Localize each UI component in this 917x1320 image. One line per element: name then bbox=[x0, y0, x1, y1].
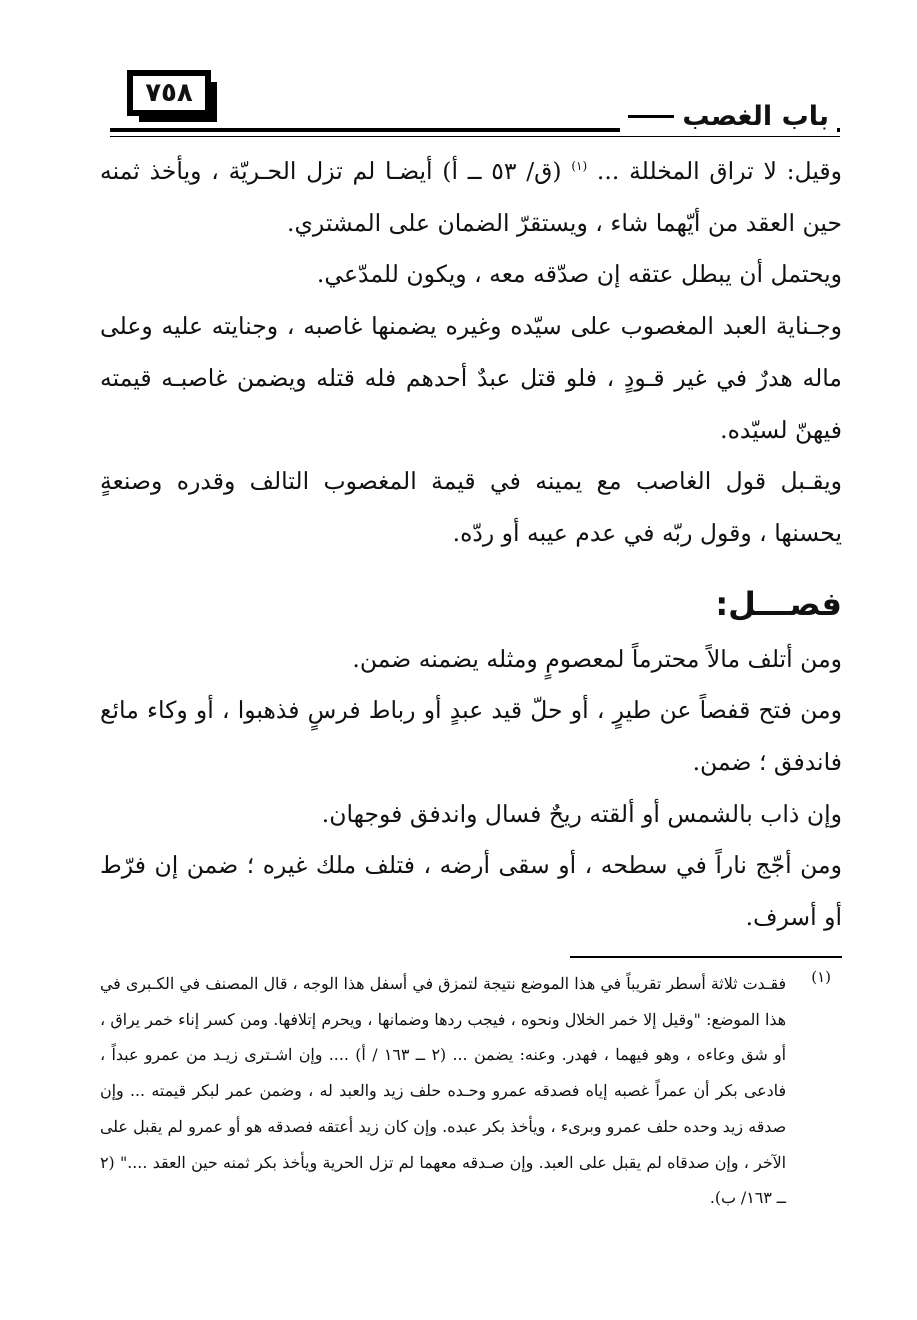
section-heading-fasl: فصـــل: bbox=[715, 584, 842, 623]
chapter-title-text: باب الغصب bbox=[682, 100, 829, 132]
page-number bbox=[127, 70, 211, 116]
paragraph-1-end: (ق/ ٥٣ ــ أ) أيضـا لم تزل الحـريّة ، ويأخذ ثمنه حين العقد من أيّهما شاء ، ويستقرّ الضمان على المشتري. bbox=[100, 157, 842, 237]
paragraph-6: ومن فتح قفصاً عن طيرٍ ، أو حلّ قيد عبدٍ أو رباط فرسٍ فذهبوا ، أو وكاء مائع فاندفق ؛ ضمن. bbox=[100, 696, 842, 777]
header-rule-thin bbox=[110, 136, 840, 137]
paragraph-3: وجـناية العبد المغصوب على سيّده وغيره يضمنها غاصبه ، وجنايته عليه وعلى ماله هدرٌ في غير قـودٍ ، فلو قتل عبدٌ أحدهم فله قتله ويضمن غاصبـه قيمته فيهنّ لسيّده. bbox=[100, 312, 842, 444]
paragraph-8: ومن أجّج ناراً في سطحه ، أو سقى أرضه ، فتلف ملك غيره ؛ ضمن إن فرّط أو أسرف. bbox=[100, 851, 842, 932]
chapter-title bbox=[620, 96, 837, 136]
paragraph-7: وإن ذاب بالشمس أو ألقته ريحٌ فسال واندفق فوجهان. bbox=[321, 799, 842, 828]
paragraph-1-start: وقيل: لا تراق المخللة ... bbox=[587, 157, 842, 185]
paragraph-1 bbox=[100, 146, 842, 249]
chapter-title-dash bbox=[628, 115, 674, 118]
footnote-reference: (١) bbox=[571, 159, 588, 174]
footnote-marker: (١) bbox=[811, 968, 831, 986]
paragraph-4: ويقـبل قول الغاصب مع يمينه في قيمة المغصوب التالف وقدره وصنعةٍ يحسنها ، وقول ربّه في عدم عيبه أو ردّه. bbox=[100, 467, 842, 547]
page-number-text: ٧٥٨ bbox=[145, 78, 193, 108]
footnote-separator bbox=[570, 956, 842, 958]
paragraph-5: ومن أتلف مالاً محترماً لمعصومٍ ومثله يضمنه ضمن. bbox=[352, 644, 842, 673]
paragraph-2: ويحتمل أن يبطل عتقه إن صدّقه معه ، ويكون للمدّعي. bbox=[316, 260, 842, 289]
main-text bbox=[100, 146, 842, 944]
footnote-text: فقـدت ثلاثة أسطر تقريباً في هذا الموضع نتيجة لتمزق في أسفل هذا الوجه ، قال المصنف في الكـبرى في هذا الموضع: "وقيل إلا خمر الخلال ونحوه ، فيجب ردها وضمانها ، ويحرم إتلافها. ومن كسر إناء خمر يراق ، أو شق وعاءه ، وهو فيهما ، فهدر. وعنه: يضمن ... (٢ ــ ١٦٣ / أ) .... وإن اشـترى زيـد من عمرو عبداً ، فادعى بكر أن عمراً غصبه إياه فصدقه عمرو وحـده حلف زيد والعبد له ، وضمن عمر لبكر قيمته ... وإن صدقه زيد وحده حلف عمرو وبرىء ، ويأخذ بكر عبده. وإن كان زيد أعتقه فصدقه هو أو عمرو لم يقبل على الآخر ، وإن صدقاه لم يقبل على العبد. وإن صـدقه معهما لم تزل الحرية ويأخذ بكر ثمنه حين العقد ...." (٢ ــ ١٦٣/ ب). bbox=[100, 974, 787, 1208]
